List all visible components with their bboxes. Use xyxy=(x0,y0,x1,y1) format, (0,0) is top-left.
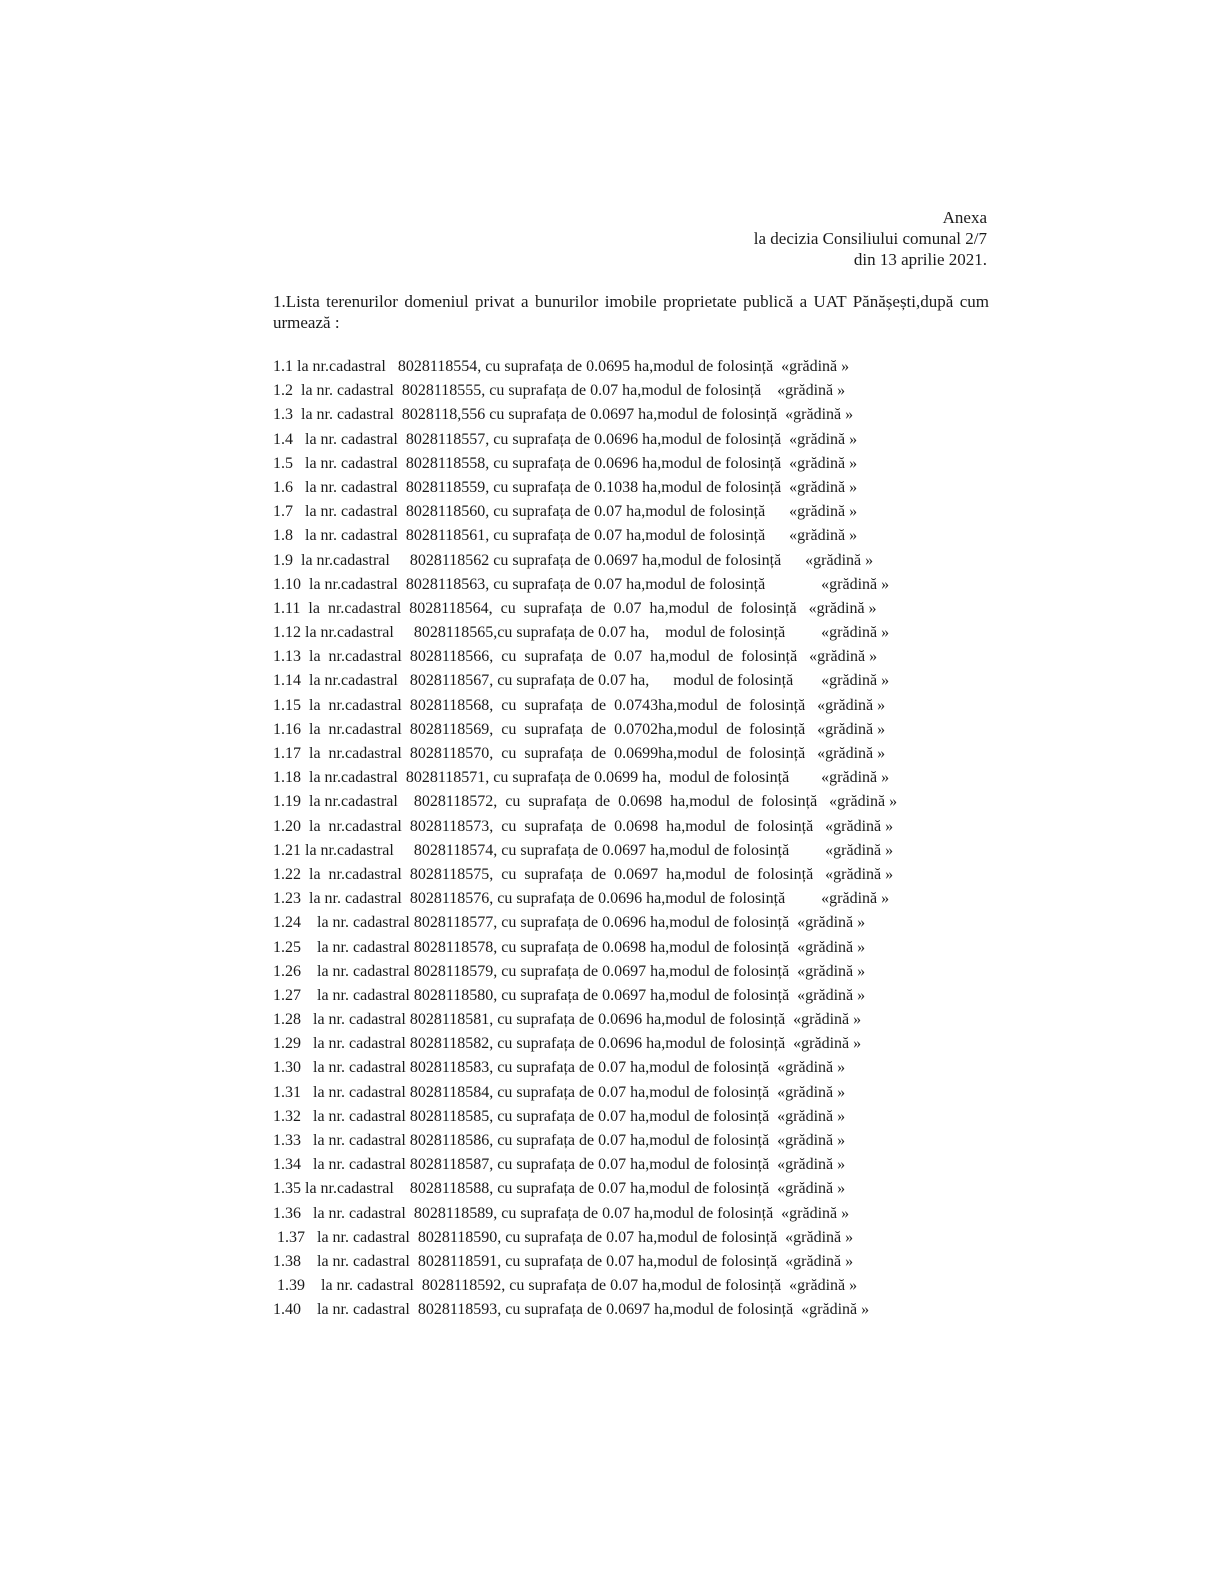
list-item: 1.14 la nr.cadastral 8028118567, cu suprafața de 0.07 ha, modul de folosință «grădină » xyxy=(273,672,890,690)
list-item: 1.13 la nr.cadastral 8028118566, cu suprafața de 0.07 ha,modul de folosință «grădină » xyxy=(273,648,878,666)
list-item: 1.37 la nr. cadastral 8028118590, cu suprafața de 0.07 ha,modul de folosință «grădină » xyxy=(273,1228,854,1246)
list-item: 1.25 la nr. cadastral 8028118578, cu suprafața de 0.0698 ha,modul de folosință «grădină » xyxy=(273,938,866,956)
list-item: 1.33 la nr. cadastral 8028118586, cu suprafața de 0.07 ha,modul de folosință «grădină » xyxy=(273,1132,846,1149)
list-item: 1.20 la nr.cadastral 8028118573, cu suprafața de 0.0698 ha,modul de folosință «grădină » xyxy=(273,817,894,835)
list-item: 1.24 la nr. cadastral 8028118577, cu suprafața de 0.0696 ha,modul de folosință «grădină » xyxy=(273,914,866,932)
annex-header xyxy=(754,207,987,270)
list-item: 1.16 la nr.cadastral 8028118569, cu suprafața de 0.0702ha,modul de folosință «grădină » xyxy=(273,720,886,738)
list-item: 1.2 la nr. cadastral 8028118555, cu suprafața de 0.07 ha,modul de folosință «grădină » xyxy=(273,382,846,400)
list-item: 1.28 la nr. cadastral 8028118581, cu suprafața de 0.0696 ha,modul de folosință «grădină » xyxy=(273,1011,862,1029)
list-item: 1.22 la nr.cadastral 8028118575, cu suprafața de 0.0697 ha,modul de folosință «grădină » xyxy=(273,865,894,883)
list-item: 1.27 la nr. cadastral 8028118580, cu suprafața de 0.0697 ha,modul de folosință «grădină » xyxy=(273,986,866,1004)
list-item: 1.7 la nr. cadastral 8028118560, cu suprafața de 0.07 ha,modul de folosință «grădină » xyxy=(273,503,858,521)
list-item: 1.1 la nr.cadastral 8028118554, cu suprafața de 0.0695 ha,modul de folosință «grădină » xyxy=(273,358,850,375)
list-item: 1.35 la nr.cadastral 8028118588, cu suprafața de 0.07 ha,modul de folosință «grădină » xyxy=(273,1180,846,1198)
list-item: 1.17 la nr.cadastral 8028118570, cu suprafața de 0.0699ha,modul de folosință «grădină » xyxy=(273,745,886,762)
list-intro-paragraph: 1.Lista terenurilor domeniul privat a bunurilor imobile proprietate publică a UAT Pănășești,după cum urmează : xyxy=(273,292,989,332)
list-item: 1.23 la nr. cadastral 8028118576, cu suprafața de 0.0696 ha,modul de folosință «grădină » xyxy=(273,890,890,908)
list-item: 1.8 la nr. cadastral 8028118561, cu suprafața de 0.07 ha,modul de folosință «grădină » xyxy=(273,527,858,545)
list-item: 1.40 la nr. cadastral 8028118593, cu suprafața de 0.0697 ha,modul de folosință «grădină » xyxy=(273,1301,870,1319)
annex-title: Anexa xyxy=(942,208,987,227)
list-item: 1.18 la nr.cadastral 8028118571, cu suprafața de 0.0699 ha, modul de folosință «grădină » xyxy=(273,769,890,787)
list-item: 1.26 la nr. cadastral 8028118579, cu suprafața de 0.0697 ha,modul de folosință «grădină » xyxy=(273,962,866,980)
list-item: 1.21 la nr.cadastral 8028118574, cu suprafața de 0.0697 ha,modul de folosință «grădină » xyxy=(273,841,894,859)
list-item: 1.9 la nr.cadastral 8028118562 cu suprafața de 0.0697 ha,modul de folosință «grădină » xyxy=(273,551,874,569)
list-item: 1.31 la nr. cadastral 8028118584, cu suprafața de 0.07 ha,modul de folosință «grădină » xyxy=(273,1083,846,1101)
decision-reference: la decizia Consiliului comunal 2/7 xyxy=(753,229,987,248)
list-item: 1.39 la nr. cadastral 8028118592, cu suprafața de 0.07 ha,modul de folosință «grădină » xyxy=(273,1277,858,1295)
list-item: 1.38 la nr. cadastral 8028118591, cu suprafața de 0.07 ha,modul de folosință «grădină » xyxy=(273,1252,854,1270)
list-item: 1.3 la nr. cadastral 8028118,556 cu suprafața de 0.0697 ha,modul de folosință «grădină » xyxy=(273,406,854,424)
list-item: 1.11 la nr.cadastral 8028118564, cu suprafața de 0.07 ha,modul de folosință «grădină » xyxy=(273,599,877,617)
list-item: 1.12 la nr.cadastral 8028118565,cu suprafața de 0.07 ha, modul de folosință «grădină » xyxy=(273,624,890,642)
list-item: 1.32 la nr. cadastral 8028118585, cu suprafața de 0.07 ha,modul de folosință «grădină » xyxy=(273,1107,846,1125)
list-item: 1.5 la nr. cadastral 8028118558, cu suprafața de 0.0696 ha,modul de folosință «grădină » xyxy=(273,454,858,472)
list-item: 1.34 la nr. cadastral 8028118587, cu suprafața de 0.07 ha,modul de folosință «grădină » xyxy=(273,1156,846,1174)
list-item: 1.19 la nr.cadastral 8028118572, cu suprafața de 0.0698 ha,modul de folosință «grădină » xyxy=(273,793,898,811)
list-item: 1.36 la nr. cadastral 8028118589, cu suprafața de 0.07 ha,modul de folosință «grădină » xyxy=(273,1204,850,1222)
list-item: 1.15 la nr.cadastral 8028118568, cu suprafața de 0.0743ha,modul de folosință «grădină » xyxy=(273,696,886,714)
land-parcel-list xyxy=(273,355,989,1323)
list-item: 1.4 la nr. cadastral 8028118557, cu suprafața de 0.0696 ha,modul de folosință «grădină » xyxy=(273,430,858,448)
decision-date: din 13 aprilie 2021. xyxy=(853,250,987,269)
list-item: 1.29 la nr. cadastral 8028118582, cu suprafața de 0.0696 ha,modul de folosință «grădină » xyxy=(273,1035,862,1053)
list-item: 1.6 la nr. cadastral 8028118559, cu suprafața de 0.1038 ha,modul de folosință «grădină » xyxy=(273,478,858,496)
list-item: 1.10 la nr.cadastral 8028118563, cu suprafața de 0.07 ha,modul de folosință «grădină » xyxy=(273,575,890,593)
list-item: 1.30 la nr. cadastral 8028118583, cu suprafața de 0.07 ha,modul de folosință «grădină » xyxy=(273,1059,846,1077)
